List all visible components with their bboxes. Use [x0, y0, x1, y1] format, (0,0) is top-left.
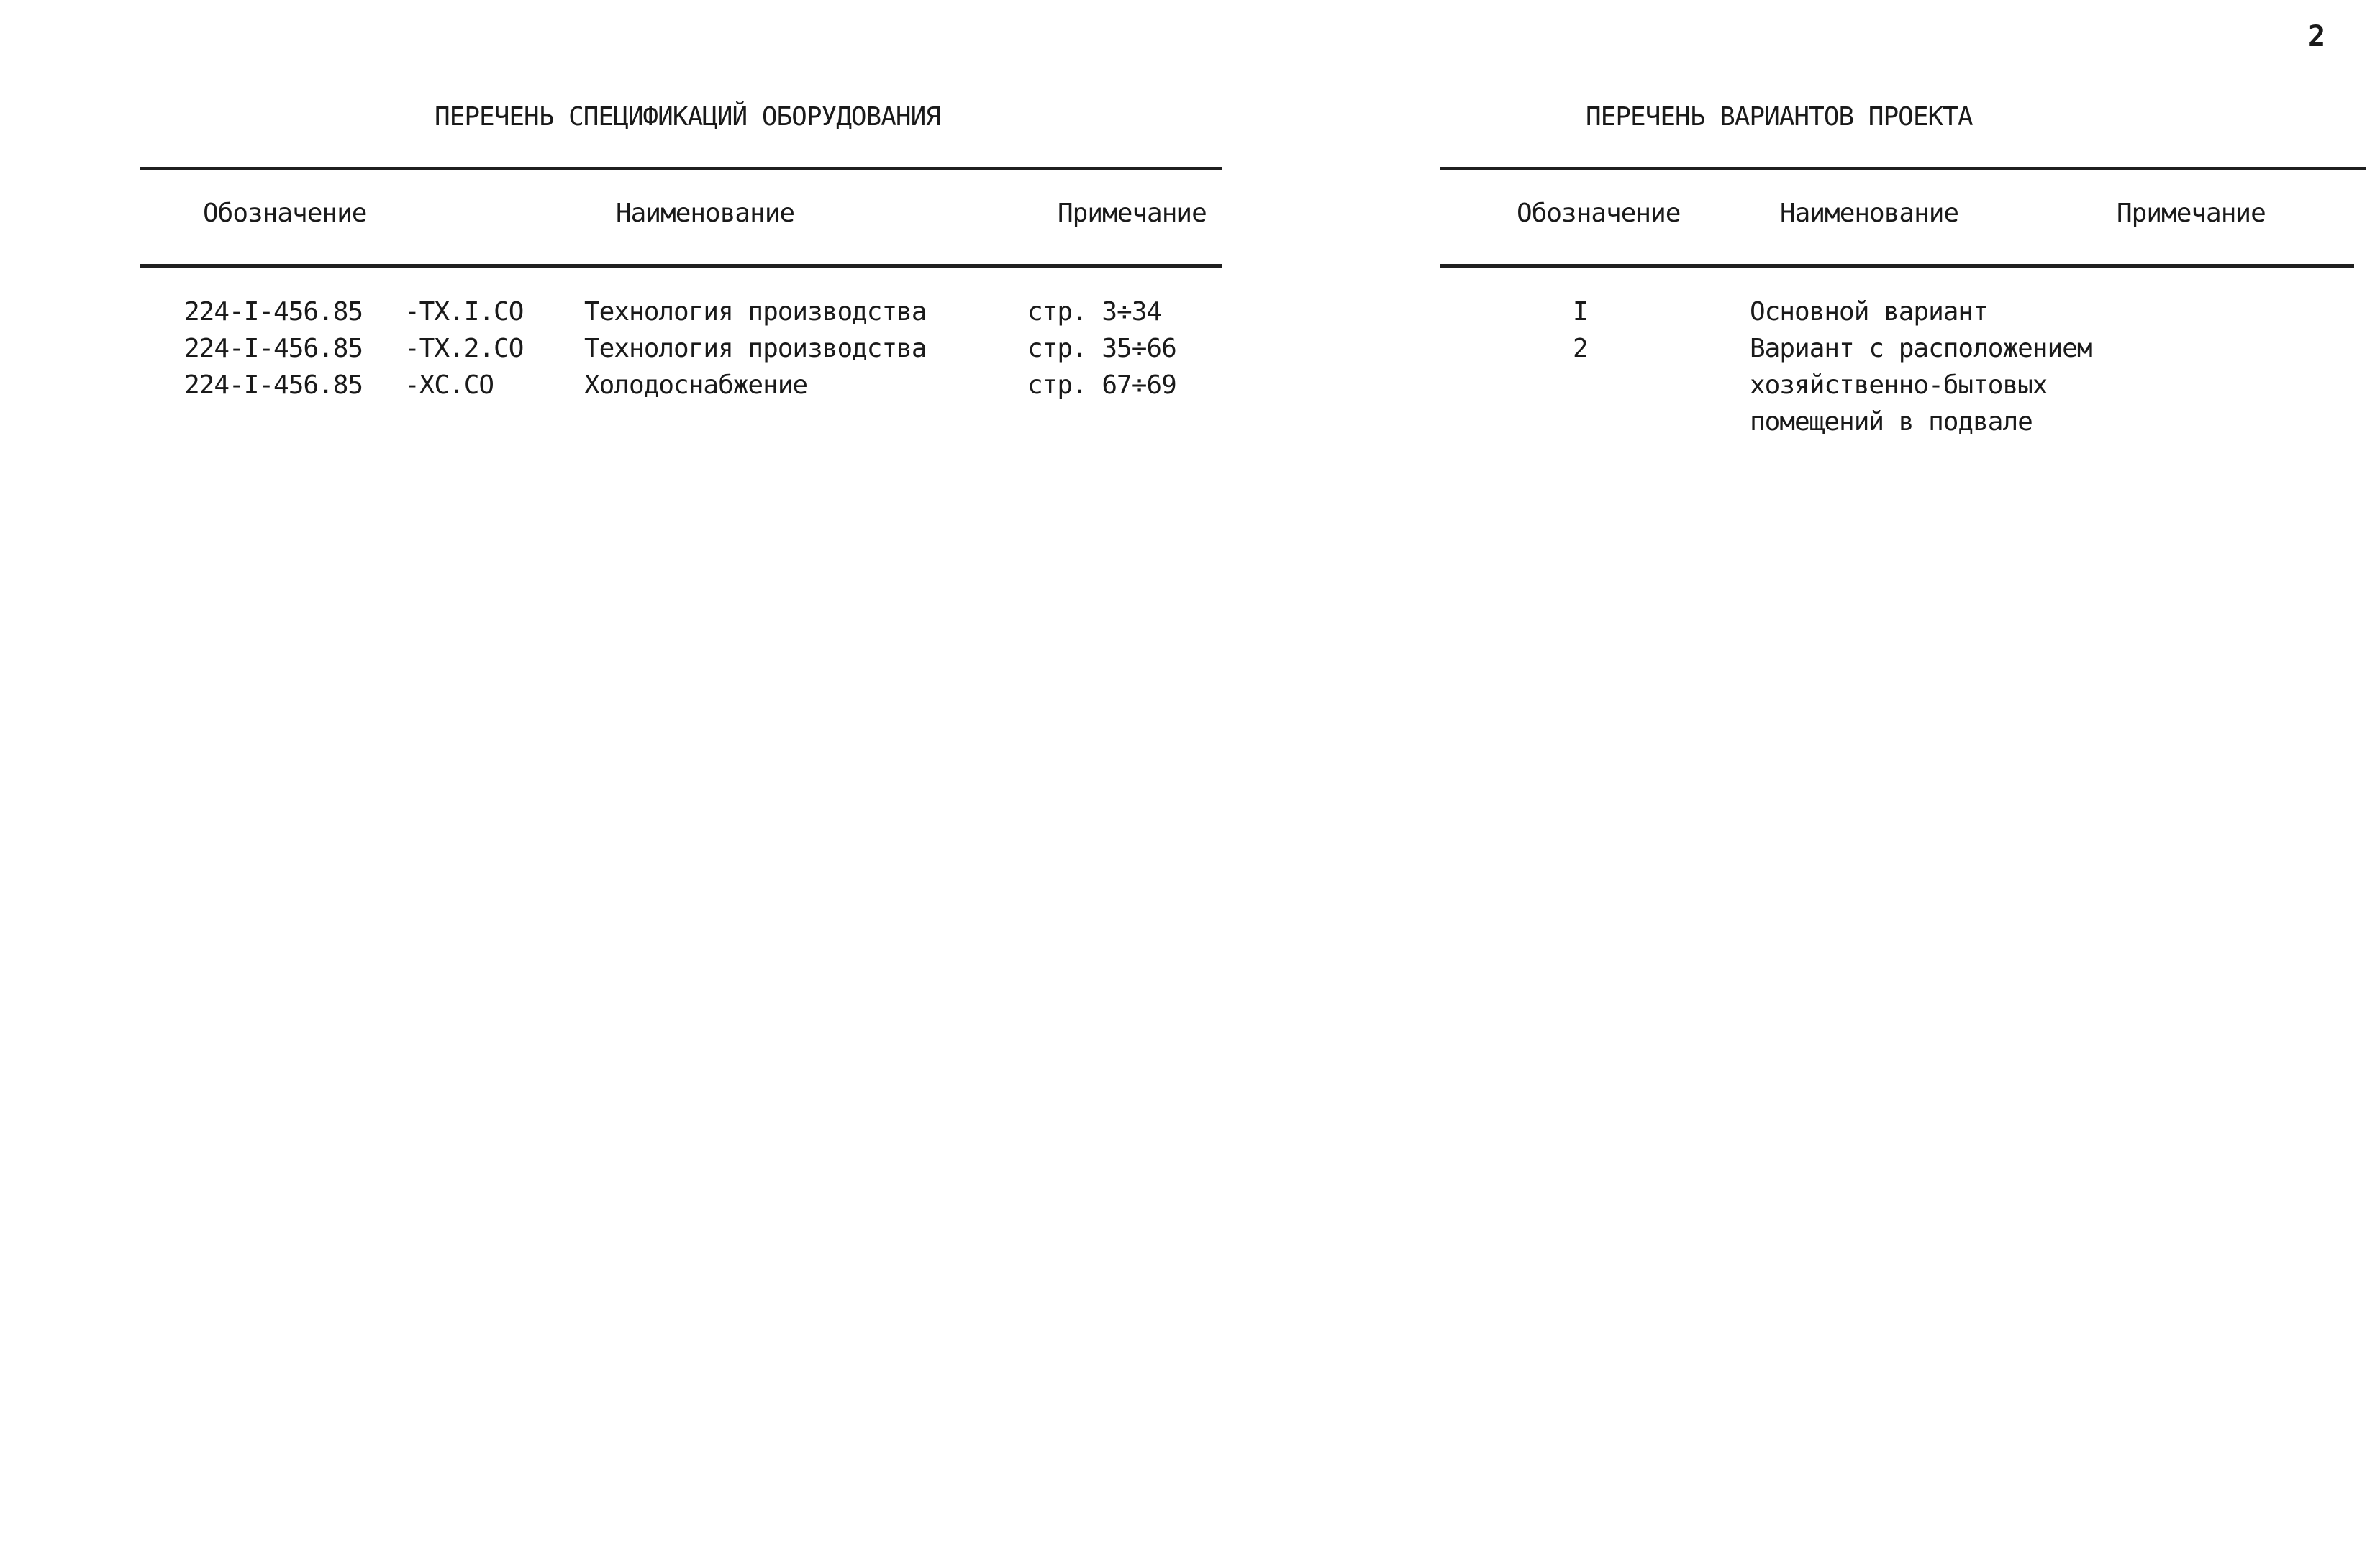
variant-row-name-line: помещений в подвале: [1750, 407, 2032, 437]
spec-list-header-rule: [140, 264, 1222, 268]
spec-row-suffix: -ХС.СО: [404, 370, 494, 400]
page-number: 2: [2308, 20, 2326, 53]
variant-row-designation: 2: [1573, 334, 1588, 363]
spec-row-suffix: -ТХ.I.СО: [404, 297, 524, 327]
spec-row-code: 224-I-456.85: [184, 297, 363, 327]
variants-list-title: ПЕРЕЧЕНЬ ВАРИАНТОВ ПРОЕКТА: [1586, 102, 1973, 132]
spec-header-note: Примечание: [1058, 199, 1207, 228]
spec-row-note: стр. 35÷66: [1027, 334, 1176, 363]
spec-row-suffix: -ТХ.2.СО: [404, 334, 524, 363]
variants-header-designation: Обозначение: [1517, 199, 1681, 228]
spec-row-name: Технология производства: [584, 334, 927, 363]
variants-list-header-rule: [1440, 264, 2354, 268]
spec-row-code: 224-I-456.85: [184, 370, 363, 400]
variant-row-designation: I: [1573, 297, 1588, 327]
spec-row-name: Технология производства: [584, 297, 927, 327]
spec-list-title: ПЕРЕЧЕНЬ СПЕЦИФИКАЦИЙ ОБОРУДОВАНИЯ: [435, 102, 940, 132]
variants-header-name: Наименование: [1780, 199, 1959, 228]
spec-row-note: стр. 3÷34: [1027, 297, 1162, 327]
variants-header-note: Примечание: [2117, 199, 2266, 228]
variants-list-top-rule: [1440, 167, 2366, 170]
spec-row-note: стр. 67÷69: [1027, 370, 1176, 400]
variant-row-name-line: хозяйственно-бытовых: [1750, 370, 2048, 400]
variant-row-name-line: Вариант с расположением: [1750, 334, 2092, 363]
variant-row-name-line: Основной вариант: [1750, 297, 1988, 327]
spec-list-top-rule: [140, 167, 1222, 170]
spec-row-code: 224-I-456.85: [184, 334, 363, 363]
spec-header-name: Наименование: [616, 199, 795, 228]
spec-row-name: Холодоснабжение: [584, 370, 808, 400]
spec-header-designation: Обозначение: [203, 199, 367, 228]
